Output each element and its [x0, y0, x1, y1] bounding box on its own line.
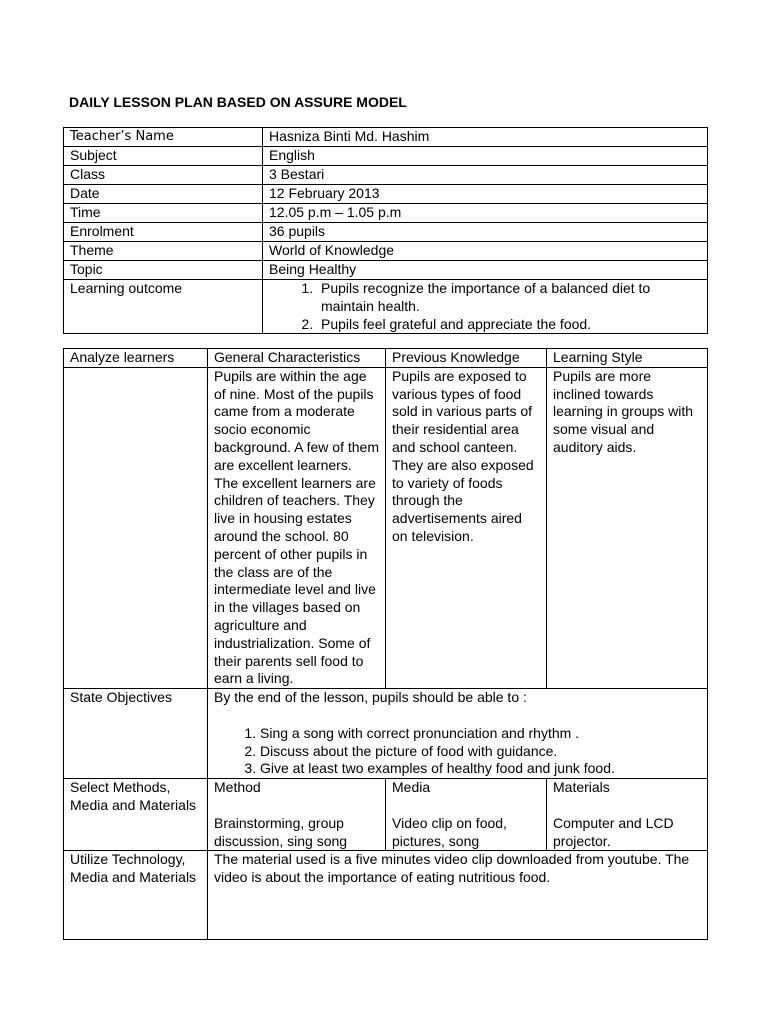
media-cell [386, 779, 547, 851]
table-row [64, 367, 708, 688]
previous-knowledge: Pupils are exposed to various types of food sold in various parts of their residential area and school canteen. They are also exposed to variety of foods through the advertisements aired on television. [386, 367, 547, 688]
info-label: Class [64, 166, 263, 185]
column-header: Learning Style [547, 349, 708, 368]
materials-header: Materials [553, 779, 610, 796]
list-item: 2. Pupils feel grateful and appreciate the food. [317, 316, 701, 334]
learning-style: Pupils are more inclined towards learning in groups with some visual and auditory aids. [547, 367, 708, 688]
list-item: 1. Sing a song with correct pronunciation and rhythm . [260, 725, 701, 743]
page-title: DAILY LESSON PLAN BASED ON ASSURE MODEL [69, 94, 407, 110]
list-item: 1. Pupils recognize the importance of a balanced diet to maintain health. [317, 280, 701, 316]
info-table [63, 127, 708, 334]
info-value: English [263, 147, 708, 166]
objectives-label: State Objectives [64, 689, 208, 779]
method-value: Brainstorming, group discussion, sing song [214, 814, 348, 849]
objectives-intro: By the end of the lesson, pupils should be able to : [214, 689, 527, 706]
methods-label: Select Methods, Media and Materials [64, 779, 208, 851]
info-label: Teacher’s Name [64, 128, 263, 147]
table-row [64, 166, 708, 185]
table-row [64, 851, 708, 940]
table-row [64, 280, 708, 334]
empty-cell [64, 367, 208, 688]
analyze-label: Analyze learners [64, 349, 208, 368]
table-row [64, 204, 708, 223]
info-label: Enrolment [64, 223, 263, 242]
utilize-label: Utilize Technology, Media and Materials [64, 851, 208, 940]
media-value: Video clip on food, pictures, song [392, 814, 507, 849]
list-item: 2. Discuss about the picture of food with guidance. [260, 743, 701, 761]
info-label: Date [64, 185, 263, 204]
table-row [64, 689, 708, 779]
info-value: 36 pupils [263, 223, 708, 242]
learning-outcome-cell [263, 280, 708, 334]
info-label: Subject [64, 147, 263, 166]
info-value: Hasniza Binti Md. Hashim [263, 128, 708, 147]
table-row [64, 349, 708, 368]
column-header: Previous Knowledge [386, 349, 547, 368]
table-row [64, 128, 708, 147]
info-value: 12 February 2013 [263, 185, 708, 204]
info-value: World of Knowledge [263, 242, 708, 261]
table-row [64, 779, 708, 851]
media-header: Media [392, 779, 431, 796]
table-row [64, 261, 708, 280]
info-label: Theme [64, 242, 263, 261]
table-row [64, 223, 708, 242]
assure-table [63, 348, 708, 940]
utilize-text: The material used is a five minutes video clip downloaded from youtube. The video is about the importance of eating nutritious food. [208, 851, 708, 940]
general-characteristics: Pupils are within the age of nine. Most of the pupils came from a moderate socio economic background. A few of them are excellent learners. The excellent learners are children of teachers. They live in housing estates around the school. 80 percent of other pupils in the class are of the intermediate level and live in the villages based on agriculture and industrialization. Some of their parents sell food to earn a living. [208, 367, 386, 688]
info-label: Topic [64, 261, 263, 280]
method-cell [208, 779, 386, 851]
learning-outcome-list [269, 280, 701, 333]
table-row [64, 185, 708, 204]
objectives-cell [208, 689, 708, 779]
method-header: Method [214, 779, 261, 796]
objectives-list [214, 725, 701, 778]
table-row [64, 242, 708, 261]
table-row [64, 147, 708, 166]
info-value: Being Healthy [263, 261, 708, 280]
materials-value: Computer and LCD projector. [553, 814, 674, 849]
list-item: 3. Give at least two examples of healthy food and junk food. [260, 760, 701, 778]
materials-cell [547, 779, 708, 851]
info-value: 12.05 p.m – 1.05 p.m [263, 204, 708, 223]
learning-outcome-label: Learning outcome [64, 280, 263, 334]
column-header: General Characteristics [208, 349, 386, 368]
info-label: Time [64, 204, 263, 223]
info-value: 3 Bestari [263, 166, 708, 185]
